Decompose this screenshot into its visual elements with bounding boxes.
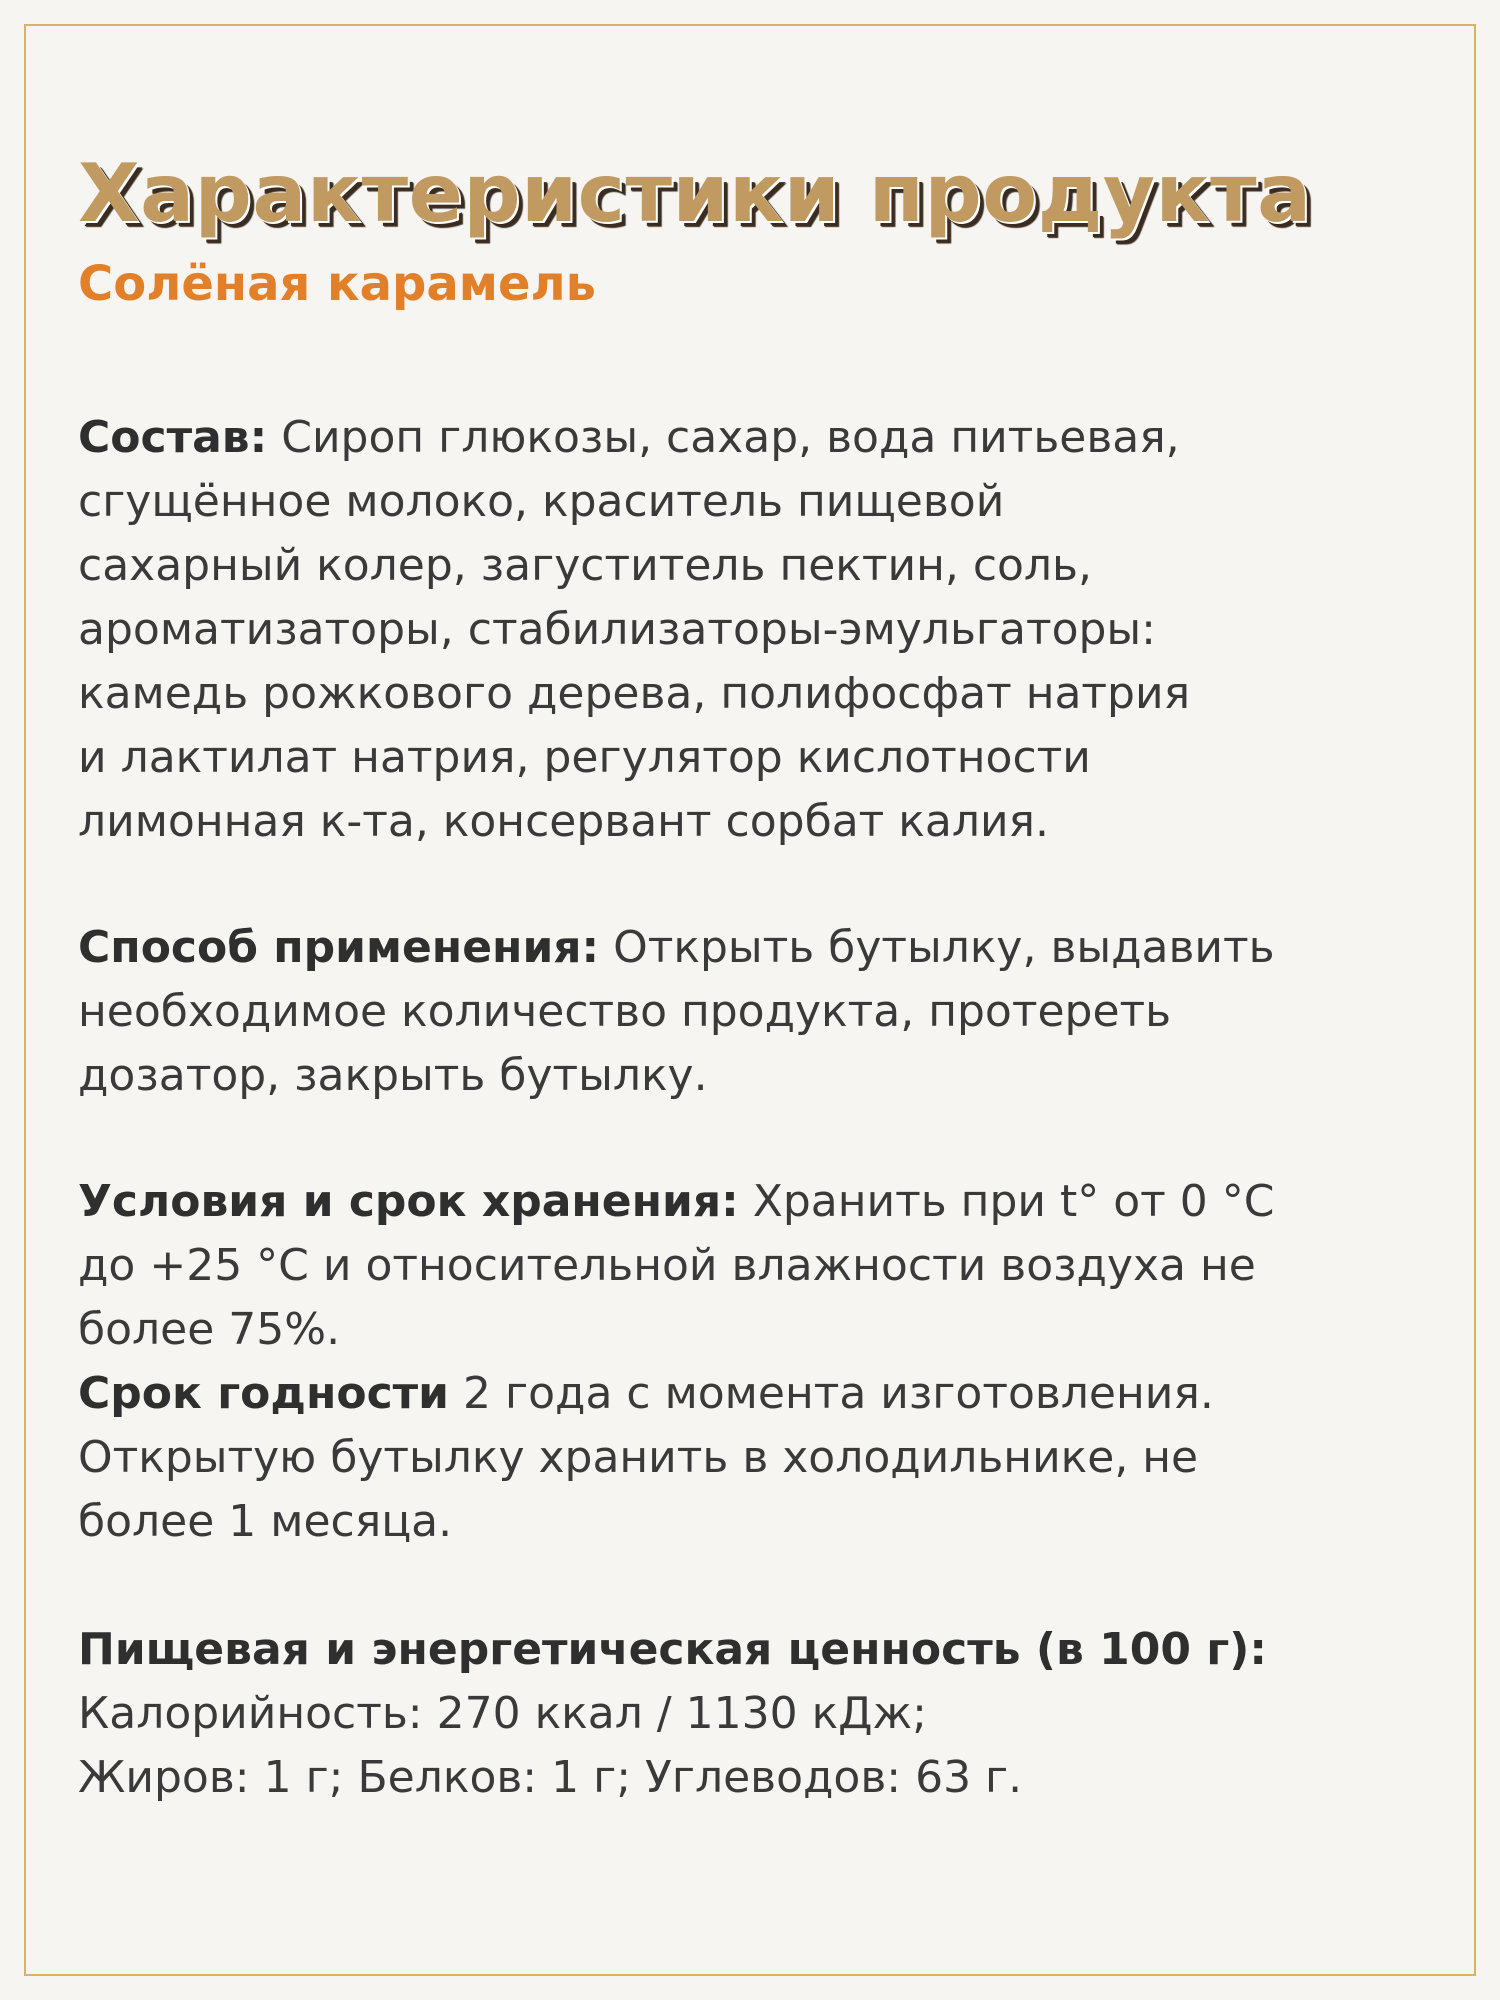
composition-text: и лактилат натрия, регулятор кислотности: [78, 731, 1091, 783]
composition-section: [78, 406, 1418, 854]
storage-line-1: [78, 1170, 1418, 1234]
nutrition-section: [78, 1618, 1418, 1810]
shelf-life-text: 2 года с момента изготовления.: [463, 1367, 1214, 1419]
usage-label: Способ применения:: [78, 921, 600, 973]
shelf-life-text: Открытую бутылку хранить в холодильнике, не: [78, 1431, 1199, 1483]
shelf-life-text: более 1 месяца.: [78, 1495, 453, 1547]
composition-text: Сироп глюкозы, сахар, вода питьевая,: [281, 411, 1180, 463]
composition-text: сгущённое молоко, краситель пищевой: [78, 475, 1005, 527]
usage-line-1: [78, 916, 1418, 980]
content-area: [78, 147, 1418, 1810]
storage-section: [78, 1170, 1418, 1362]
product-name: Солёная карамель: [78, 256, 597, 312]
shelf-life-section: [78, 1362, 1418, 1554]
storage-text: Хранить при t° от 0 °С: [752, 1175, 1275, 1227]
composition-text: сахарный колер, загуститель пектин, соль,: [78, 539, 1092, 591]
composition-text: камедь рожкового дерева, полифосфат натрия: [78, 667, 1191, 719]
usage-text: Открыть бутылку, выдавить: [613, 921, 1275, 973]
shelf-life-label: Срок годности: [78, 1367, 449, 1419]
usage-text: необходимое количество продукта, протереть: [78, 985, 1172, 1037]
composition-text: ароматизаторы, стабилизаторы-эмульгаторы:: [78, 603, 1156, 655]
composition-label: Состав:: [78, 411, 268, 463]
nutrition-text: Калорийность: 270 ккал / 1130 кДж;: [78, 1687, 927, 1739]
nutrition-label: Пищевая и энергетическая ценность (в 100 г):: [78, 1623, 1267, 1675]
page-title: Характеристики продукта: [78, 147, 1312, 240]
storage-text: до +25 °С и относительной влажности воздуха не: [78, 1239, 1256, 1291]
composition-text: лимонная к-та, консервант сорбат калия.: [78, 795, 1050, 847]
storage-label: Условия и срок хранения:: [78, 1175, 739, 1227]
usage-text: дозатор, закрыть бутылку.: [78, 1049, 708, 1101]
storage-text: более 75%.: [78, 1303, 341, 1355]
usage-section: [78, 916, 1418, 1108]
nutrition-text: Жиров: 1 г; Белков: 1 г; Углеводов: 63 г.: [78, 1751, 1023, 1803]
composition-line-1: [78, 406, 1418, 470]
shelf-life-line-1: [78, 1362, 1418, 1426]
